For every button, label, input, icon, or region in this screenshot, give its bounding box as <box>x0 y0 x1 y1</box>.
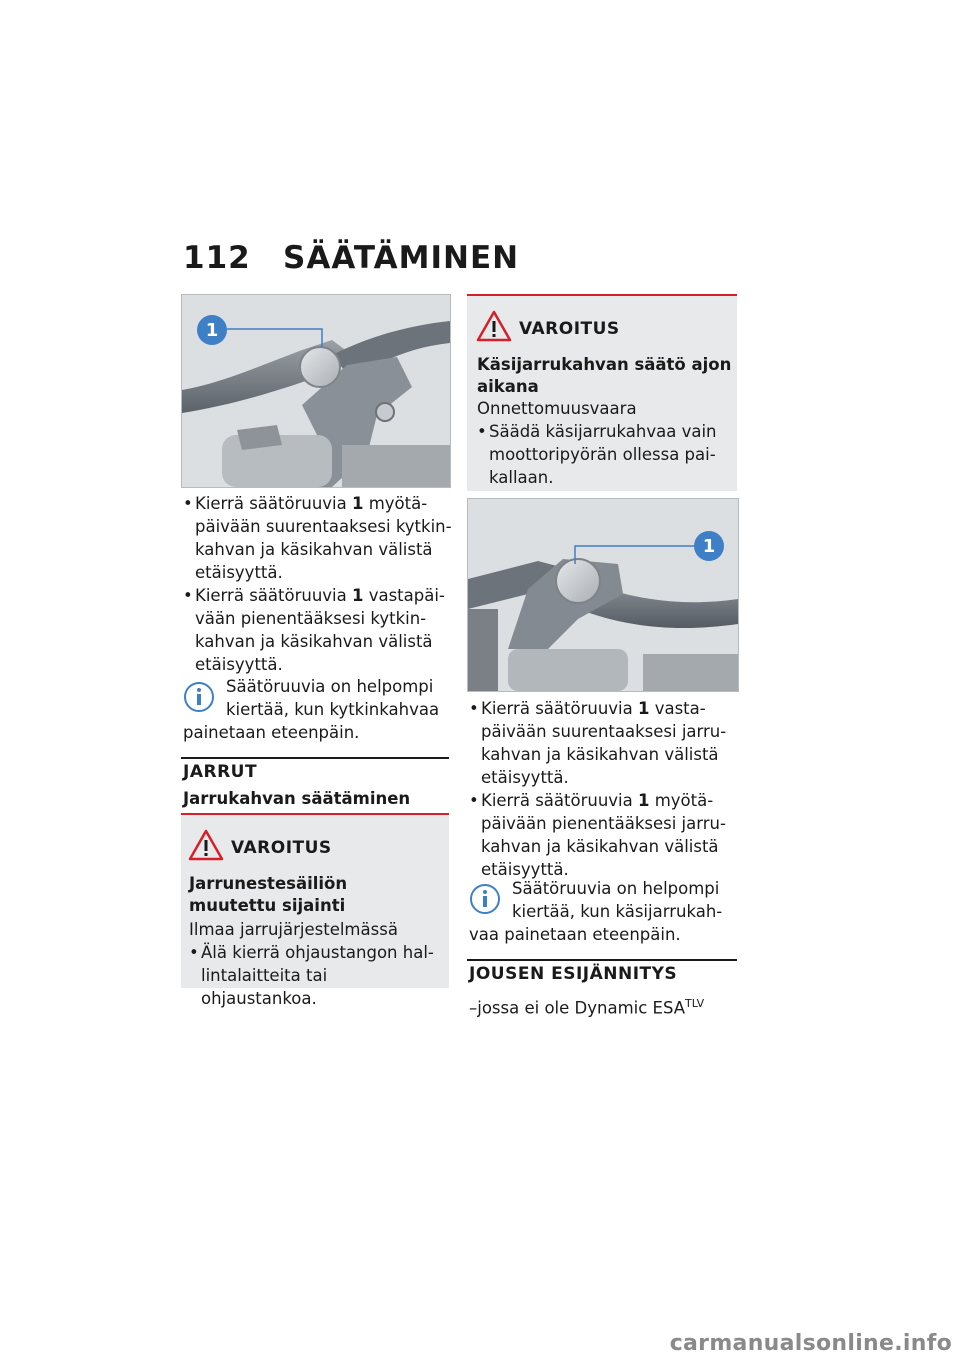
warning-heading: Käsijarrukahvan säätö ajon aikana <box>477 355 732 396</box>
section-rule <box>467 959 737 961</box>
warning-title: VAROITUS <box>519 319 620 339</box>
subsection-title: Jarrukahvan säätäminen <box>183 789 411 808</box>
warning-heading: Jarrunestesäiliön muutettu sijainti <box>189 874 348 915</box>
info-icon <box>469 883 501 921</box>
list-item: • Säädä käsijarrukahvaa vain moottoripyörän ollessa pai-kallaan. <box>477 420 732 489</box>
right-instructions <box>469 697 739 881</box>
warning-hazard: Onnettomuusvaara <box>477 399 637 418</box>
section-title-jarrut: JARRUT <box>183 762 258 782</box>
callout-1: 1 <box>694 531 724 561</box>
note-line-3: painetaan eteenpäin. <box>183 723 360 742</box>
info-icon <box>183 681 215 719</box>
list-item: • Kierrä säätöruuvia 1 myötä-päivään suurentaaksesi kytkin-kahvan ja käsikahvan välistä etäisyyttä. <box>183 492 453 584</box>
section-rule <box>181 757 449 759</box>
subsection-title: –jossa ei ole Dynamic $ESA^{TLV}$ <box>469 997 705 1018</box>
warning-hazard: Ilmaa jarrujärjestelmässä <box>189 920 398 939</box>
warning-box-left <box>181 813 449 1008</box>
clutch-lever-figure <box>181 294 451 488</box>
watermark-link[interactable]: carmanualsonline.info <box>669 1331 952 1356</box>
left-instructions <box>183 492 453 676</box>
note-line-1: Säätöruuvia on helpompi <box>226 677 434 696</box>
callout-1: 1 <box>197 315 227 345</box>
list-item: • Kierrä säätöruuvia 1 vastapäi-vään pienentääksesi kytkin-kahvan ja käsikahvan välistä etäisyyttä. <box>183 584 453 676</box>
list-item: • Älä kierrä ohjaustangon hal-lintalaitteita tai ohjaustankoa. <box>189 941 447 1010</box>
warning-box-right <box>467 294 737 491</box>
note-line-3: vaa painetaan eteenpäin. <box>469 925 681 944</box>
warning-title: VAROITUS <box>231 838 332 858</box>
page-title: SÄÄTÄMINEN <box>283 240 520 276</box>
left-note <box>183 675 453 744</box>
list-item: • Kierrä säätöruuvia 1 vasta-päivään suurentaaksesi jarru-kahvan ja käsikahvan välistä etäisyyttä. <box>469 697 739 789</box>
list-item: • Kierrä säätöruuvia 1 myötä-päivään pienentääksesi jarru-kahvan ja käsikahvan välistä etäisyyttä. <box>469 789 739 881</box>
note-line-2: kiertää, kun kytkinkahvaa <box>226 700 440 719</box>
page-header <box>183 240 519 276</box>
right-note <box>469 877 739 946</box>
warning-triangle-icon <box>188 829 224 865</box>
note-line-2: kiertää, kun käsijarrukah- <box>512 902 723 921</box>
note-line-1: Säätöruuvia on helpompi <box>512 879 720 898</box>
brake-lever-illustration <box>468 499 738 691</box>
section-title-jousen-esijannitys: JOUSEN ESIJÄNNITYS <box>469 964 678 984</box>
warning-triangle-icon <box>476 310 512 346</box>
brake-lever-figure <box>467 498 739 692</box>
page-number: 112 <box>183 240 251 276</box>
